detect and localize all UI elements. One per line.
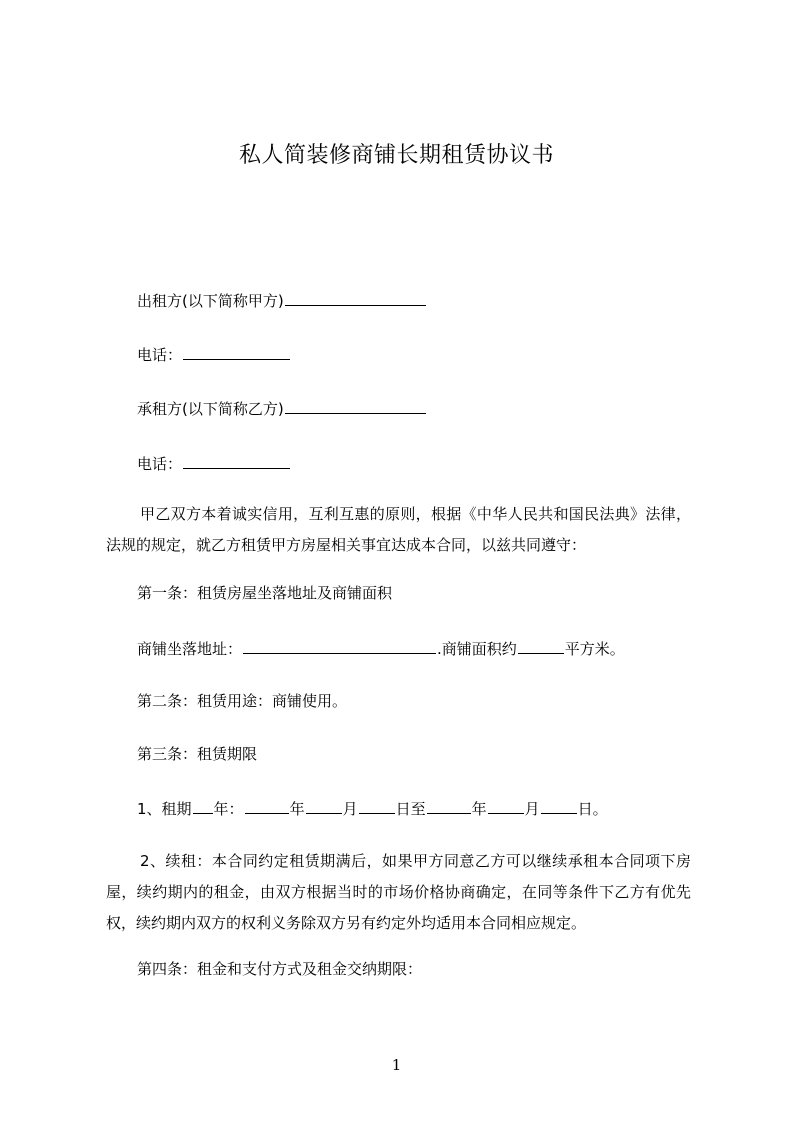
start-month-blank — [306, 797, 342, 814]
area-label: .商铺面积约 — [437, 640, 517, 658]
lease-term-line — [137, 797, 608, 820]
term-years-blank — [193, 797, 213, 814]
start-day-unit: 日至 — [395, 800, 426, 818]
renewal-paragraph: 2、续租：本合同约定租赁期满后，如果甲方同意乙方可以继续承租本合同项下房屋，续约期内的租金，由双方根据当时的市场价格协商确定，在同等条件下乙方有优先权，续约期内双方的权利义务除双方另有约定外均适用本合同相应规定。 — [106, 852, 691, 932]
term-prefix: 1、租期 — [137, 800, 192, 818]
area-blank — [518, 637, 564, 654]
start-month-unit: 月 — [342, 800, 358, 818]
start-year-blank — [245, 797, 289, 814]
end-day-blank — [541, 797, 577, 814]
lessee-name-blank — [285, 397, 426, 414]
start-year-unit: 年 — [289, 800, 305, 818]
lessee-label: 承租方(以下简称乙方) — [137, 400, 284, 418]
document-title: 私人简装修商铺长期租赁协议书 — [238, 143, 554, 168]
lessor-name-blank — [285, 289, 426, 306]
page-number: 1 — [391, 1056, 402, 1074]
lessor-line — [137, 289, 427, 312]
lessee-phone-line — [137, 452, 291, 475]
address-blank — [243, 637, 436, 654]
article1-heading: 第一条：租赁房屋坐落地址及商铺面积 — [137, 584, 393, 602]
lessee-phone-blank — [183, 452, 290, 469]
end-month-blank — [488, 797, 524, 814]
area-unit: 平方米。 — [564, 640, 625, 658]
article2-line: 第二条：租赁用途：商铺使用。 — [137, 692, 348, 710]
article4-heading: 第四条：租金和支付方式及租金交纳期限： — [137, 960, 423, 978]
lessor-phone-line — [137, 343, 291, 366]
address-label: 商铺坐落地址： — [137, 640, 243, 658]
end-year-unit: 年 — [471, 800, 487, 818]
lessor-phone-blank — [183, 343, 290, 360]
start-day-blank — [359, 797, 395, 814]
lessor-label: 出租方(以下简称甲方) — [137, 292, 284, 310]
lessor-phone-label: 电话： — [137, 346, 183, 364]
end-day-unit: 日。 — [577, 800, 608, 818]
preamble-paragraph: 甲乙双方本着诚实信用，互利互惠的原则，根据《中华人民共和国民法典》法律，法规的规定，就乙方租赁甲方房屋相关事宜达成本合同，以兹共同遵守： — [106, 505, 691, 554]
end-year-blank — [427, 797, 471, 814]
article3-heading: 第三条：租赁期限 — [137, 745, 258, 763]
address-line — [137, 637, 625, 660]
lessee-line — [137, 397, 427, 420]
end-month-unit: 月 — [524, 800, 540, 818]
term-year-label: 年： — [213, 800, 244, 818]
lessee-phone-label: 电话： — [137, 455, 183, 473]
